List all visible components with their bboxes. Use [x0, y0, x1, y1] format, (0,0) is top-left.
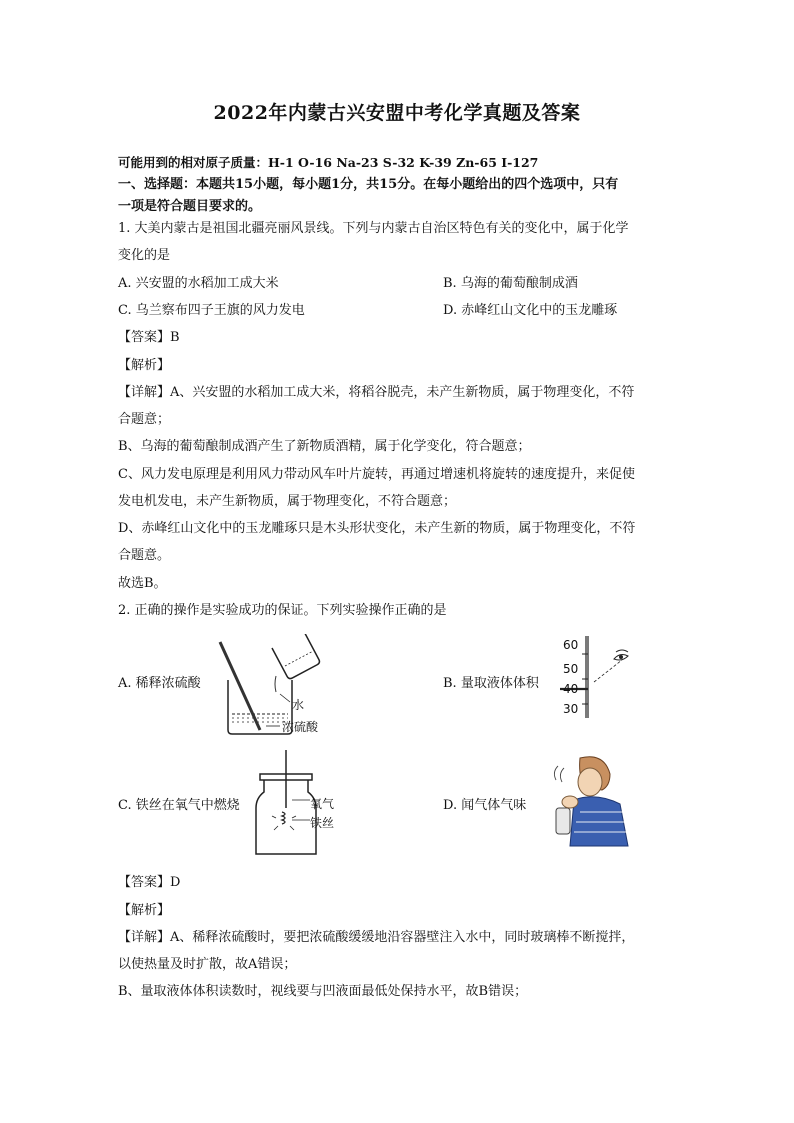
- figure-c-wire-label: 铁丝: [310, 816, 335, 830]
- atomic-masses: 可能用到的相对原子质量：H-1 O-16 Na-23 S-32 K-39 Zn-65 I-127: [118, 155, 539, 170]
- q1-detail-line6: D、赤峰红山文化中的玉龙雕琢只是木头形状变化，未产生新的物质，属于物理变化，不符: [118, 521, 636, 536]
- q2-option-a: A. 稀释浓硫酸: [118, 676, 201, 691]
- iron-coil-icon: [282, 812, 285, 824]
- q2-analysis-label: 【解析】: [118, 903, 171, 918]
- q1-detail-line1: 【详解】A、兴安盟的水稻加工成大米，将稻谷脱壳，未产生新物质，属于物理变化，不符: [118, 385, 635, 400]
- figure-c-oxygen-label: 氧气: [310, 797, 335, 811]
- q1-option-c: C. 乌兰察布四子王旗的风力发电: [118, 303, 305, 318]
- q2-answer: 【答案】D: [118, 875, 181, 890]
- gas-bottle-icon: [556, 808, 570, 834]
- pouring-beaker-icon: [272, 634, 321, 680]
- q2-detail-line1: 【详解】A、稀释浓硫酸时，要把浓硫酸缓缓地沿容器壁注入水中，同时玻璃棒不断搅拌，: [118, 930, 635, 945]
- q2-option-c: C. 铁丝在氧气中燃烧: [118, 798, 240, 813]
- q2-detail-line2: 以使热量及时扩散，故A错误；: [118, 957, 297, 972]
- page-title: 2022年内蒙古兴安盟中考化学真题及答案: [213, 102, 581, 124]
- q2-detail-line3: B、量取液体体积读数时，视线要与凹液面最低处保持水平，故B错误；: [118, 984, 528, 999]
- q1-option-a: A. 兴安盟的水稻加工成大米: [118, 276, 279, 291]
- q1-detail-line2: 合题意；: [118, 412, 171, 427]
- eye-icon: [614, 650, 628, 660]
- person-face-icon: [578, 768, 602, 796]
- cylinder-tick-30: 30: [563, 702, 579, 716]
- figure-a-water-label: 水: [292, 698, 305, 712]
- q1-analysis-label: 【解析】: [118, 358, 171, 373]
- cylinder-tick-50: 50: [563, 662, 579, 676]
- q1-option-b: B. 乌海的葡萄酿制成酒: [443, 276, 578, 291]
- q1-detail-line7: 合题意。: [118, 548, 171, 563]
- section-heading-line2: 一项是符合题目要求的。: [118, 199, 262, 214]
- q1-detail-line5: 发电机发电，未产生新物质，属于物理变化，不符合题意；: [118, 494, 457, 509]
- q1-detail-line3: B、乌海的葡萄酿制成酒产生了新物质酒精，属于化学变化，符合题意；: [118, 439, 531, 454]
- waving-hand-icon: [562, 796, 578, 808]
- q2-stem: 2. 正确的操作是实验成功的保证。下列实验操作正确的是: [118, 603, 447, 618]
- q1-answer: 【答案】B: [118, 330, 180, 345]
- q1-conclusion: 故选B。: [118, 576, 167, 591]
- q1-detail-line4: C、风力发电原理是利用风力带动风车叶片旋转，再通过增速机将旋转的速度提升，来促使: [118, 467, 635, 482]
- section-heading-line1: 一、选择题：本题共15小题，每小题1分，共15分。在每小题给出的四个选项中，只有: [118, 177, 619, 192]
- q1-option-d: D. 赤峰红山文化中的玉龙雕琢: [443, 303, 618, 318]
- cylinder-tick-60: 60: [563, 638, 579, 652]
- q2-option-b: B. 量取液体体积: [443, 676, 539, 691]
- sight-line: [594, 660, 622, 682]
- figure-a-acid-label: 浓硫酸: [282, 720, 319, 734]
- cylinder-tick-40: 40: [563, 682, 579, 696]
- q1-stem-line2: 变化的是: [118, 248, 171, 263]
- glass-rod-icon: [220, 642, 260, 730]
- q1-stem-line1: 1. 大美内蒙古是祖国北疆亮丽风景线。下列与内蒙古自治区特色有关的变化中，属于化学: [118, 221, 629, 236]
- figure-smell-gas: [540, 752, 632, 848]
- q2-option-d: D. 闻气体气味: [443, 798, 527, 813]
- odor-lines-icon: [554, 766, 564, 782]
